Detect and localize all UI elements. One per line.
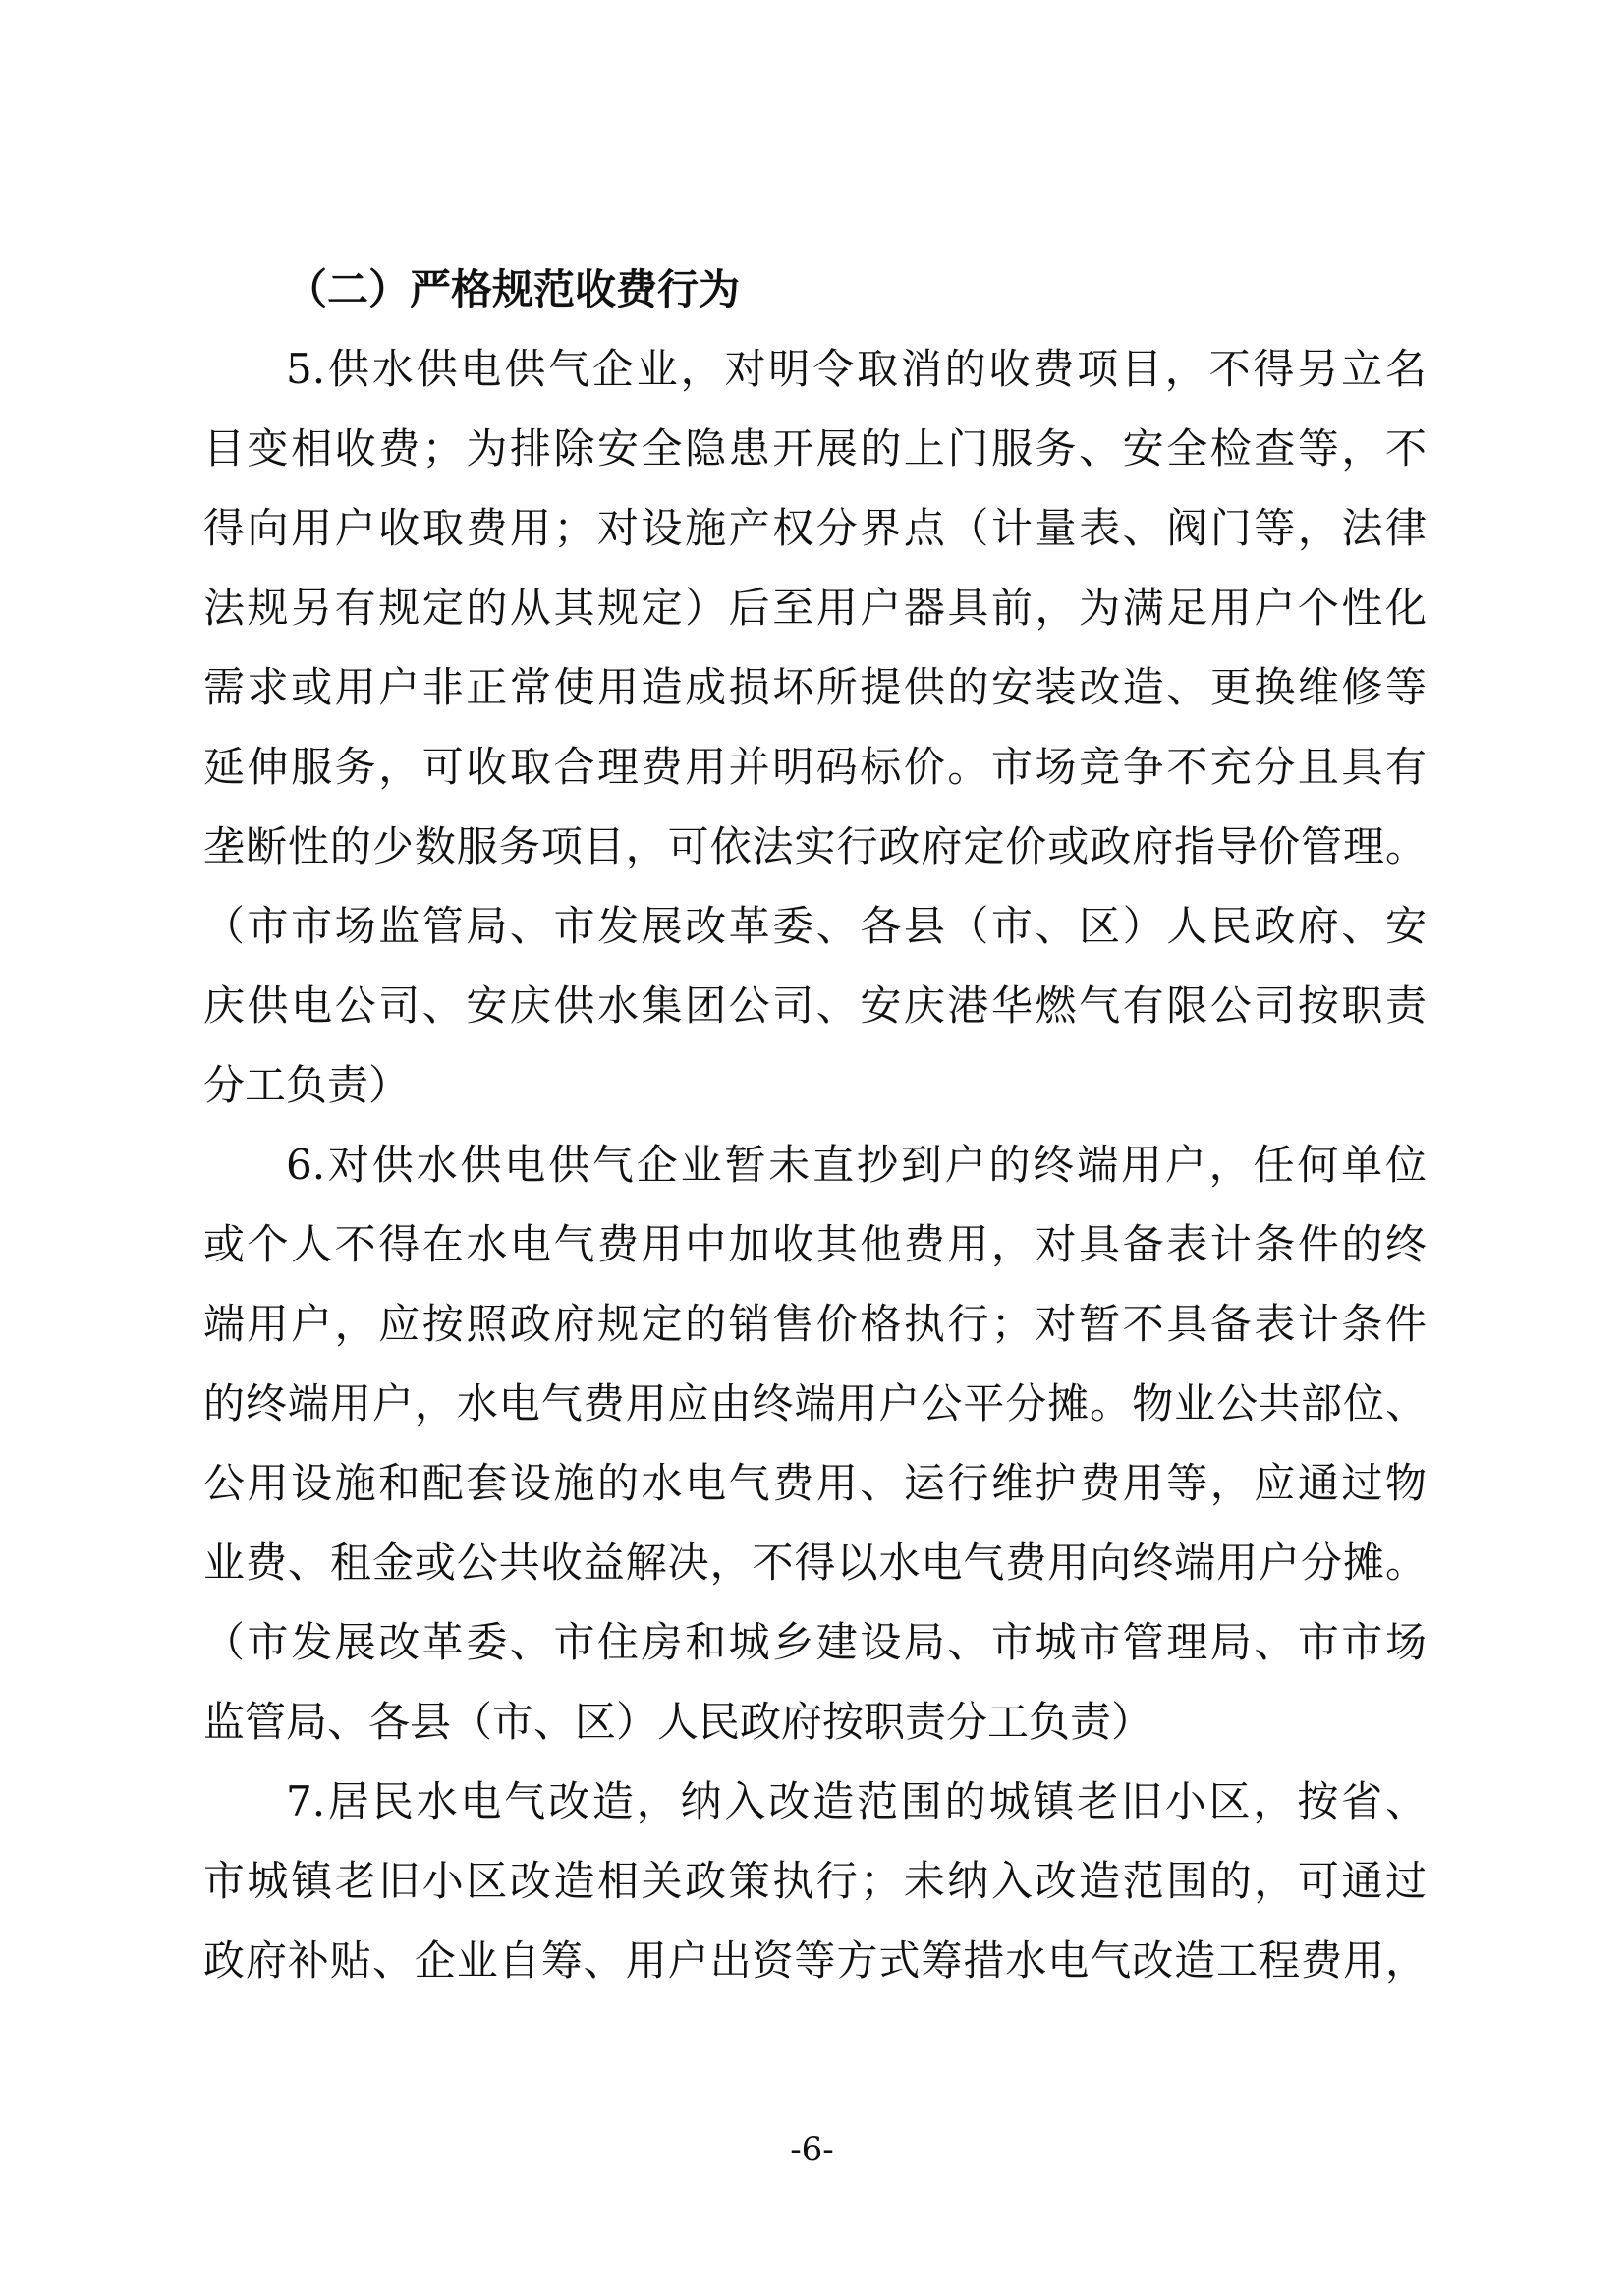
responsibility-line: 监管局、各县（市、区）人民政府按职责分工负责） bbox=[203, 1698, 1153, 1746]
paragraph-line: 需求或用户非正常使用造成损坏所提供的安装改造、更换维修等 bbox=[203, 663, 1427, 711]
page-number: -6- bbox=[790, 2130, 834, 2169]
paragraph-line: 垄断性的少数服务项目，可依法实行政府定价或政府指导价管理。 bbox=[203, 822, 1427, 870]
paragraph-line: 法规另有规定的从其规定）后至用户器具前，为满足用户个性化 bbox=[203, 584, 1427, 632]
paragraph-line: 6.对供水供电供气企业暂未直抄到户的终端用户，任何单位 bbox=[286, 1141, 1427, 1189]
responsibility-line: （市市场监管局、市发展改革委、各县（市、区）人民政府、安 bbox=[203, 902, 1427, 950]
paragraph-line: 7.居民水电气改造，纳入改造范围的城镇老旧小区，按省、 bbox=[286, 1777, 1427, 1825]
paragraph-line: 延伸服务，可收取合理费用并明码标价。市场竞争不充分且具有 bbox=[203, 743, 1427, 791]
responsibility-line: 庆供电公司、安庆供水集团公司、安庆港华燃气有限公司按职责 bbox=[203, 981, 1427, 1030]
paragraph-line: 端用户，应按照政府规定的销售价格执行；对暂不具备表计条件 bbox=[203, 1300, 1427, 1348]
responsibility-line: （市发展改革委、市住房和城乡建设局、市城市管理局、市市场 bbox=[203, 1618, 1427, 1666]
paragraph-line: 目变相收费；为排除安全隐患开展的上门服务、安全检查等，不 bbox=[203, 424, 1427, 473]
paragraph-line: 业费、租金或公共收益解决，不得以水电气费用向终端用户分摊。 bbox=[203, 1539, 1427, 1587]
paragraph-line: 公用设施和配套设施的水电气费用、运行维护费用等，应通过物 bbox=[203, 1459, 1427, 1507]
paragraph-line: 的终端用户，水电气费用应由终端用户公平分摊。物业公共部位、 bbox=[203, 1379, 1427, 1428]
paragraph-line: 5.供水供电供气企业，对明令取消的收费项目，不得另立名 bbox=[286, 345, 1427, 393]
paragraph-line: 或个人不得在水电气费用中加收其他费用，对具备表计条件的终 bbox=[203, 1220, 1427, 1268]
document-body bbox=[203, 250, 1427, 2000]
paragraph-line: 政府补贴、企业自筹、用户出资等方式筹措水电气改造工程费用， bbox=[203, 1936, 1427, 1985]
paragraph-line: 得向用户收取费用；对设施产权分界点（计量表、阀门等，法律 bbox=[203, 504, 1427, 552]
section-heading: （二）严格规范收费行为 bbox=[286, 265, 741, 313]
paragraph-line: 市城镇老旧小区改造相关政策执行；未纳入改造范围的，可通过 bbox=[203, 1857, 1427, 1905]
responsibility-line: 分工负责） bbox=[203, 1061, 411, 1109]
